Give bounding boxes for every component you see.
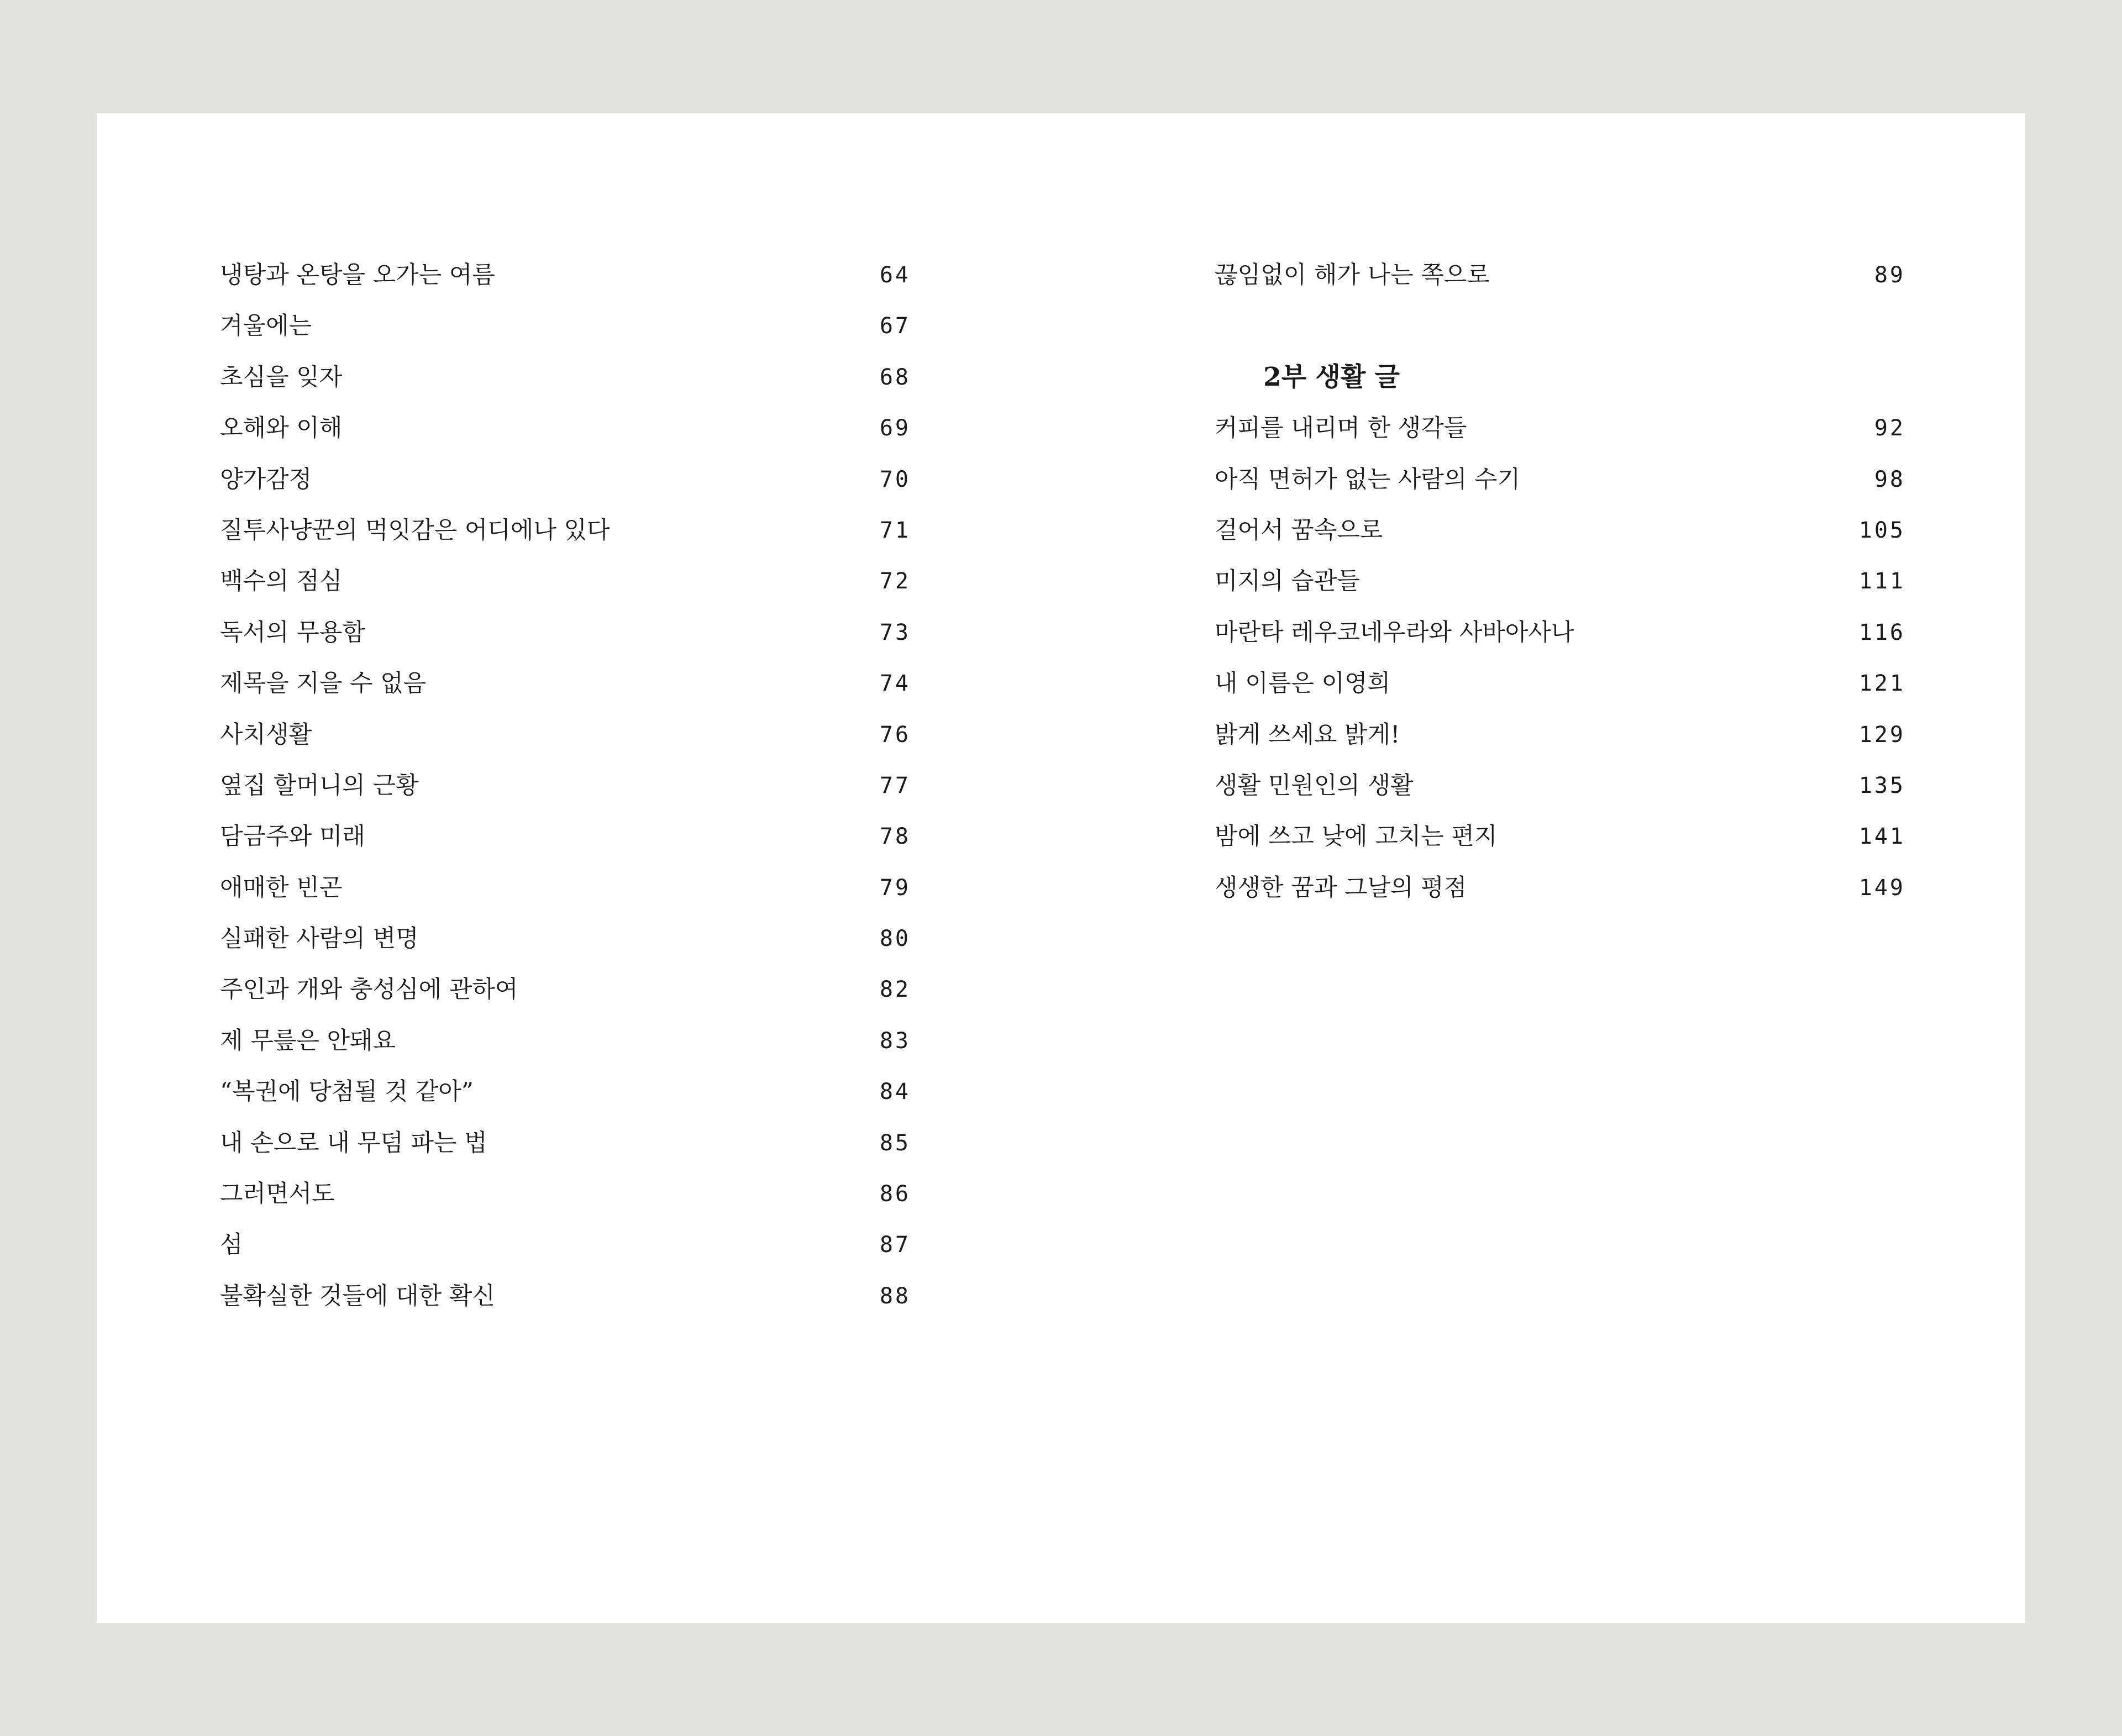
toc-entry-page: 76 bbox=[879, 722, 911, 748]
toc-entry-title: 걸어서 꿈속으로 bbox=[1215, 516, 1383, 544]
toc-entry-page: 69 bbox=[879, 415, 911, 441]
toc-entry-title: 그러면서도 bbox=[220, 1180, 335, 1208]
toc-entry bbox=[220, 505, 911, 556]
toc-entry bbox=[220, 964, 911, 1015]
toc-entry-title: 아직 면허가 없는 사람의 수기 bbox=[1215, 465, 1521, 493]
toc-entry bbox=[220, 1271, 911, 1322]
toc-entry bbox=[220, 607, 911, 658]
toc-entry-page: 78 bbox=[879, 824, 911, 850]
toc-entry-title: 독서의 무용함 bbox=[220, 618, 365, 646]
toc-entry bbox=[1215, 709, 1905, 760]
toc-entry-title: 오해와 이해 bbox=[220, 414, 343, 443]
toc-entry-page: 82 bbox=[879, 977, 911, 1003]
toc-entry-title: 섬 bbox=[220, 1231, 243, 1259]
toc-entry-title: 내 이름은 이영희 bbox=[1215, 670, 1391, 698]
toc-entry-page: 85 bbox=[879, 1130, 911, 1156]
toc-entry bbox=[1215, 811, 1905, 862]
toc-entry-page: 83 bbox=[879, 1028, 911, 1054]
toc-entry-page: 135 bbox=[1858, 772, 1905, 798]
toc-entry bbox=[220, 658, 911, 709]
toc-entry bbox=[1215, 658, 1905, 709]
section-spacer bbox=[1215, 301, 1905, 351]
toc-entry bbox=[220, 454, 911, 505]
toc-entry-page: 73 bbox=[879, 619, 911, 645]
toc-entry-page: 98 bbox=[1874, 466, 1905, 492]
toc-entry-page: 68 bbox=[879, 364, 911, 390]
toc-entry-page: 121 bbox=[1858, 671, 1905, 697]
toc-left-column bbox=[220, 250, 911, 1322]
toc-entry bbox=[220, 556, 911, 607]
toc-entry-page: 86 bbox=[879, 1181, 911, 1207]
toc-entry bbox=[1215, 403, 1905, 454]
toc-entry bbox=[220, 352, 911, 403]
toc-entry-page: 84 bbox=[879, 1079, 911, 1105]
toc-entry-page: 88 bbox=[879, 1283, 911, 1309]
toc-entry-title: 커피를 내리며 한 생각들 bbox=[1215, 414, 1467, 443]
toc-entry-title: 제목을 지을 수 없음 bbox=[220, 670, 427, 698]
toc-entry bbox=[220, 250, 911, 301]
toc-entry-title: 겨울에는 bbox=[220, 312, 312, 340]
toc-entry-page: 72 bbox=[879, 569, 911, 595]
toc-entry bbox=[220, 1066, 911, 1117]
toc-entry-title: 미지의 습관들 bbox=[1215, 567, 1360, 596]
toc-entry-title: 끊임없이 해가 나는 쪽으로 bbox=[1215, 261, 1490, 289]
toc-entry bbox=[1215, 505, 1905, 556]
toc-entry-title: 마란타 레우코네우라와 사바아사나 bbox=[1215, 618, 1574, 646]
toc-entry-page: 70 bbox=[879, 466, 911, 492]
toc-entry bbox=[220, 301, 911, 351]
toc-entry-page: 141 bbox=[1858, 824, 1905, 850]
toc-entry bbox=[220, 811, 911, 862]
toc-entry-title: 생활 민원인의 생활 bbox=[1215, 771, 1414, 799]
toc-entry bbox=[220, 1219, 911, 1270]
toc-entry-title: 옆집 할머니의 근황 bbox=[220, 771, 419, 799]
toc-entry-page: 89 bbox=[1874, 262, 1905, 288]
toc-entry bbox=[220, 913, 911, 964]
toc-entry-title: 담금주와 미래 bbox=[220, 823, 365, 851]
toc-entry-page: 92 bbox=[1874, 415, 1905, 441]
toc-entry-title: 냉탕과 온탕을 오가는 여름 bbox=[220, 261, 495, 289]
toc-entry-title: 밝게 쓰세요 밝게! bbox=[1215, 720, 1400, 749]
toc-entry-page: 80 bbox=[879, 926, 911, 952]
toc-entry bbox=[1215, 250, 1905, 301]
toc-entry bbox=[1215, 607, 1905, 658]
toc-entry-page: 67 bbox=[879, 313, 911, 339]
section-heading: 2부 생활 글 bbox=[1263, 361, 1400, 392]
toc-entry-page: 87 bbox=[879, 1232, 911, 1258]
toc-entry-page: 77 bbox=[879, 772, 911, 798]
toc-entry-title: 생생한 꿈과 그날의 평점 bbox=[1215, 874, 1467, 902]
toc-entry-title: 애매한 빈곤 bbox=[220, 874, 343, 902]
toc-entry bbox=[220, 1118, 911, 1169]
toc-entry-title: 내 손으로 내 무덤 파는 법 bbox=[220, 1129, 487, 1157]
toc-entry bbox=[1215, 760, 1905, 811]
toc-entry bbox=[220, 709, 911, 760]
toc-entry-title: “복권에 당첨될 것 같아” bbox=[220, 1078, 474, 1106]
toc-entry bbox=[1215, 862, 1905, 913]
toc-entry bbox=[220, 760, 911, 811]
toc-entry-title: 사치생활 bbox=[220, 720, 312, 749]
toc-entry bbox=[1215, 556, 1905, 607]
toc-entry-page: 64 bbox=[879, 262, 911, 288]
toc-entry-title: 백수의 점심 bbox=[220, 567, 343, 596]
toc-entry-title: 질투사냥꾼의 먹잇감은 어디에나 있다 bbox=[220, 516, 610, 544]
toc-entry-title: 밤에 쓰고 낮에 고치는 편지 bbox=[1215, 823, 1498, 851]
toc-right-column bbox=[1215, 250, 1905, 913]
toc-entry-page: 79 bbox=[879, 875, 911, 901]
book-page-spread bbox=[97, 113, 2025, 1623]
toc-entry bbox=[220, 1016, 911, 1066]
toc-entry bbox=[220, 403, 911, 454]
toc-entry-page: 129 bbox=[1858, 722, 1905, 748]
toc-entry-title: 실패한 사람의 변명 bbox=[220, 925, 419, 953]
toc-entry-page: 71 bbox=[879, 517, 911, 543]
toc-entry-page: 105 bbox=[1858, 517, 1905, 543]
toc-entry-title: 양가감정 bbox=[220, 465, 312, 493]
toc-entry-title: 제 무릎은 안돼요 bbox=[220, 1027, 396, 1055]
toc-entry bbox=[220, 862, 911, 913]
toc-entry bbox=[220, 1169, 911, 1219]
toc-entry-page: 149 bbox=[1858, 875, 1905, 901]
toc-entry-title: 주인과 개와 충성심에 관하여 bbox=[220, 976, 518, 1004]
toc-entry-page: 74 bbox=[879, 671, 911, 697]
toc-entry-page: 116 bbox=[1858, 619, 1905, 645]
toc-entry-page: 111 bbox=[1858, 569, 1905, 595]
toc-entry bbox=[1215, 454, 1905, 505]
toc-entry-title: 불확실한 것들에 대한 확신 bbox=[220, 1282, 495, 1310]
toc-entry-title: 초심을 잊자 bbox=[220, 363, 343, 391]
